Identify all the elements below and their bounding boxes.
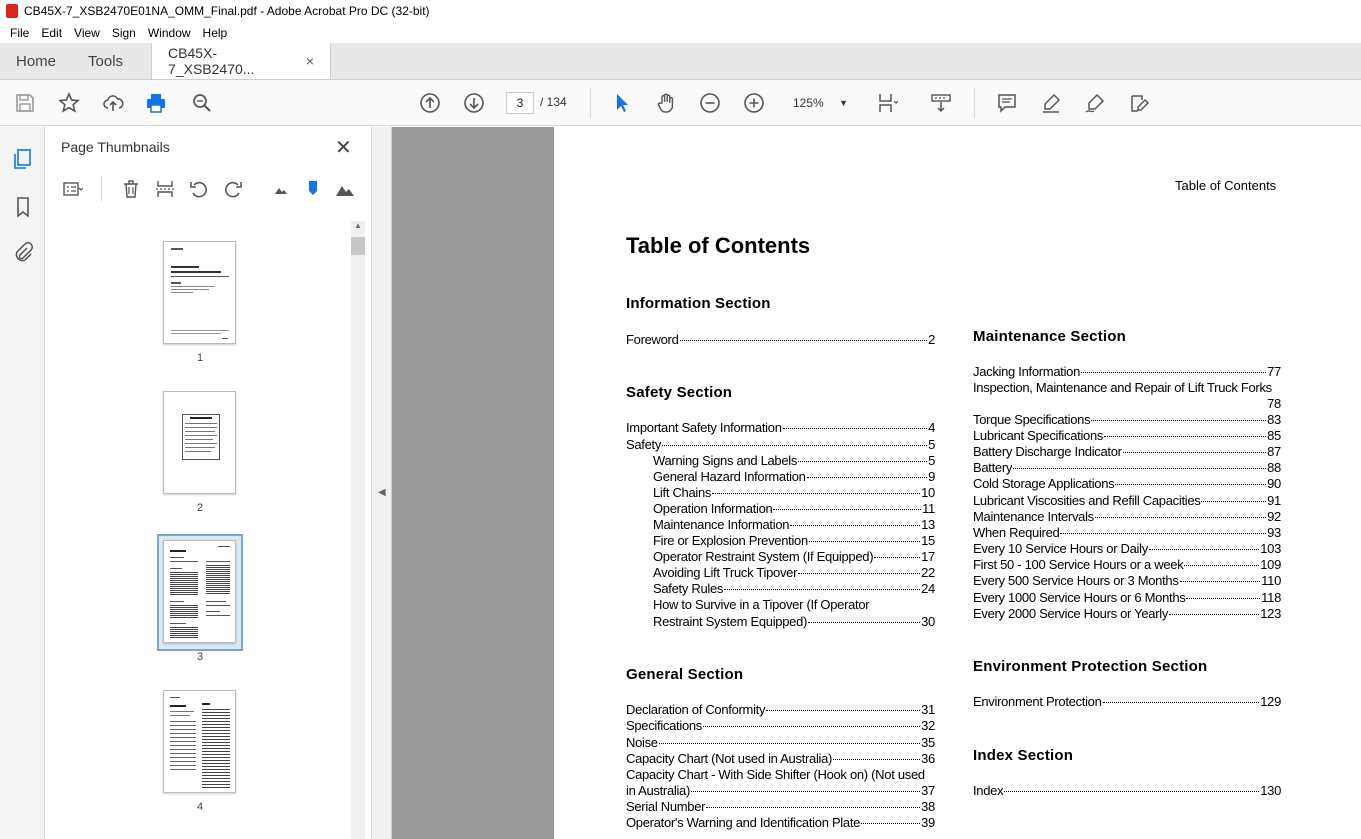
toc-entry[interactable]: Battery 88 xyxy=(973,460,1281,475)
fit-page-icon[interactable] xyxy=(874,90,900,116)
toc-entry[interactable]: in Australia) 37 xyxy=(626,783,935,798)
delete-page-icon[interactable] xyxy=(119,177,143,201)
toc-entry[interactable]: Maintenance Information 13 xyxy=(653,517,935,532)
page-thumbnail-3[interactable] xyxy=(163,540,236,643)
toc-entry[interactable]: Operation Information 11 xyxy=(653,501,935,516)
bookmark-icon[interactable] xyxy=(11,195,35,219)
toc-entry[interactable]: Safety 5 xyxy=(626,437,935,452)
toc-entry[interactable]: First 50 - 100 Service Hours or a week 109 xyxy=(973,557,1281,572)
toc-entry[interactable]: Restraint System Equipped) 30 xyxy=(653,614,935,629)
thumbnail-number-3: 3 xyxy=(196,651,204,663)
toc-entry-text[interactable]: How to Survive in a Tipover (If Operator xyxy=(653,597,870,612)
thumbnail-scrollbar[interactable] xyxy=(351,221,365,839)
page-thumbnails-panel xyxy=(45,127,372,839)
main-toolbar xyxy=(0,80,1361,126)
toc-entry[interactable]: Every 500 Service Hours or 3 Months 110 xyxy=(973,573,1281,588)
toc-entry[interactable]: Torque Specifications 83 xyxy=(973,412,1281,427)
toc-entry[interactable]: Operator Restraint System (If Equipped) 17 xyxy=(653,549,935,564)
toc-entry[interactable]: Battery Discharge Indicator 87 xyxy=(973,444,1281,459)
toc-entry[interactable]: Every 2000 Service Hours or Yearly 123 xyxy=(973,606,1281,621)
panel-toolbar xyxy=(45,171,372,207)
thumbnail-number-1: 1 xyxy=(196,352,204,364)
thumbnail-small-icon[interactable] xyxy=(269,177,293,201)
toc-entry[interactable]: Lubricant Specifications 85 xyxy=(973,428,1281,443)
left-navigation-rail xyxy=(0,127,45,839)
collapse-arrow-icon: ◀ xyxy=(378,487,386,498)
menu-edit[interactable]: Edit xyxy=(41,25,63,40)
print-icon[interactable] xyxy=(143,90,169,116)
page-thumbnail-1[interactable] xyxy=(163,241,236,344)
toc-entry[interactable]: Serial Number 38 xyxy=(626,799,935,814)
zoom-level-select[interactable] xyxy=(784,92,852,114)
page-up-icon[interactable] xyxy=(417,90,443,116)
zoom-in-icon[interactable] xyxy=(741,90,767,116)
page-thumbnail-2[interactable] xyxy=(163,391,236,494)
section-heading-index: Index Section xyxy=(973,747,1074,764)
toc-entry[interactable]: Fire or Explosion Prevention 15 xyxy=(653,533,935,548)
toc-entry[interactable]: Operator's Warning and Identification Plate 39 xyxy=(626,815,935,830)
toc-entry[interactable]: 78 xyxy=(1267,396,1281,411)
menu-bar xyxy=(0,22,1361,43)
section-heading-safety: Safety Section xyxy=(626,384,733,401)
comment-icon[interactable] xyxy=(994,90,1020,116)
star-icon[interactable] xyxy=(56,90,82,116)
scroll-mode-icon[interactable] xyxy=(928,90,954,116)
thumbnail-size-slider[interactable] xyxy=(301,177,325,201)
toc-entry[interactable]: Every 10 Service Hours or Daily 103 xyxy=(973,541,1281,556)
tab-document-label: CB45X-7_XSB2470... xyxy=(168,45,255,77)
zoom-out-icon[interactable] xyxy=(697,90,723,116)
section-heading-maintenance: Maintenance Section xyxy=(973,328,1127,345)
attachment-icon[interactable] xyxy=(11,240,35,264)
page-title: Table of Contents xyxy=(626,233,811,258)
toc-entry-text[interactable]: Capacity Chart - With Side Shifter (Hook on) (Not used xyxy=(626,767,925,782)
page-number-input[interactable]: 3 xyxy=(506,92,534,114)
menu-help[interactable]: Help xyxy=(202,25,228,40)
save-icon[interactable] xyxy=(12,90,38,116)
thumbnail-number-4: 4 xyxy=(196,801,204,813)
toc-entry[interactable]: Capacity Chart (Not used in Australia) 36 xyxy=(626,751,935,766)
chevron-down-icon: ▼ xyxy=(839,98,848,108)
menu-view[interactable]: View xyxy=(74,25,100,40)
thumbnail-options-icon[interactable] xyxy=(61,177,85,201)
running-header: Table of Contents xyxy=(1175,178,1277,193)
rotate-left-icon[interactable] xyxy=(187,177,211,201)
section-heading-environment: Environment Protection Section xyxy=(973,658,1208,675)
sign-icon[interactable] xyxy=(1082,90,1108,116)
toc-entry[interactable]: Safety Rules 24 xyxy=(653,581,935,596)
section-heading-general: General Section xyxy=(626,666,744,683)
tab-tools[interactable]: Tools xyxy=(88,52,124,70)
toc-entry[interactable]: Declaration of Conformity 31 xyxy=(626,702,935,717)
tab-document[interactable] xyxy=(151,43,331,79)
toc-entry[interactable]: Index 130 xyxy=(973,783,1281,798)
toc-entry[interactable]: Noise 35 xyxy=(626,735,935,750)
window-title: CB45X-7_XSB2470E01NA_OMM_Final.pdf - Adobe Acrobat Pro DC (32-bit) xyxy=(24,4,430,18)
tab-close-icon[interactable]: × xyxy=(305,53,315,69)
tab-home[interactable]: Home xyxy=(16,52,57,70)
section-heading-information: Information Section xyxy=(626,295,771,312)
toc-entry[interactable]: Specifications 32 xyxy=(626,718,935,733)
tab-bar xyxy=(0,43,1361,80)
toc-entry-text[interactable]: Inspection, Maintenance and Repair of Lift Truck Forks xyxy=(973,380,1272,395)
thumbnail-large-icon[interactable] xyxy=(333,177,357,201)
hand-icon[interactable] xyxy=(653,90,679,116)
toc-entry[interactable]: Avoiding Lift Truck Tipover 22 xyxy=(653,565,935,580)
thumbnail-number-2: 2 xyxy=(196,502,204,514)
upload-icon[interactable] xyxy=(100,90,126,116)
toc-entry[interactable]: Maintenance Intervals 92 xyxy=(973,509,1281,524)
page-thumbnails-icon[interactable] xyxy=(11,147,35,171)
panel-close-icon[interactable]: ✕ xyxy=(335,137,352,159)
toc-entry[interactable]: Warning Signs and Labels 5 xyxy=(653,453,935,468)
page-total: / 134 xyxy=(540,95,567,109)
toc-entry[interactable]: Important Safety Information 4 xyxy=(626,420,935,435)
scrollbar-thumb[interactable] xyxy=(351,237,365,255)
menu-file[interactable]: File xyxy=(10,25,30,40)
title-bar xyxy=(0,0,1361,22)
select-cursor-icon[interactable] xyxy=(609,90,635,116)
pdf-app-icon xyxy=(6,4,18,18)
zoom-level-value: 125% xyxy=(793,96,824,110)
page-thumbnail-4[interactable] xyxy=(163,690,236,793)
rotate-right-icon[interactable] xyxy=(221,177,245,201)
scroll-up-arrow[interactable]: ▲ xyxy=(354,221,362,230)
document-viewport[interactable] xyxy=(392,127,1361,839)
menu-sign[interactable]: Sign xyxy=(111,25,136,40)
toc-entry[interactable]: Environment Protection 129 xyxy=(973,694,1281,709)
toc-entry[interactable]: Jacking Information 77 xyxy=(973,364,1281,379)
panel-title: Page Thumbnails xyxy=(61,139,170,155)
menu-window[interactable]: Window xyxy=(147,25,191,40)
toc-entry[interactable]: When Required 93 xyxy=(973,525,1281,540)
toc-entry[interactable]: Lift Chains 10 xyxy=(653,485,935,500)
toc-entry[interactable]: Lubricant Viscosities and Refill Capacities 91 xyxy=(973,493,1281,508)
zoom-search-icon[interactable] xyxy=(189,90,215,116)
toc-entry[interactable]: Foreword 2 xyxy=(626,332,935,347)
highlight-icon[interactable] xyxy=(1038,90,1064,116)
extract-page-icon[interactable] xyxy=(153,177,177,201)
panel-collapse-handle[interactable] xyxy=(372,127,392,839)
fill-sign-icon[interactable] xyxy=(1126,90,1152,116)
pdf-page xyxy=(554,127,1361,839)
toc-entry[interactable]: Cold Storage Applications 90 xyxy=(973,476,1281,491)
toc-entry[interactable]: General Hazard Information 9 xyxy=(653,469,935,484)
toc-entry[interactable]: Every 1000 Service Hours or 6 Months 118 xyxy=(973,590,1281,605)
page-down-icon[interactable] xyxy=(461,90,487,116)
